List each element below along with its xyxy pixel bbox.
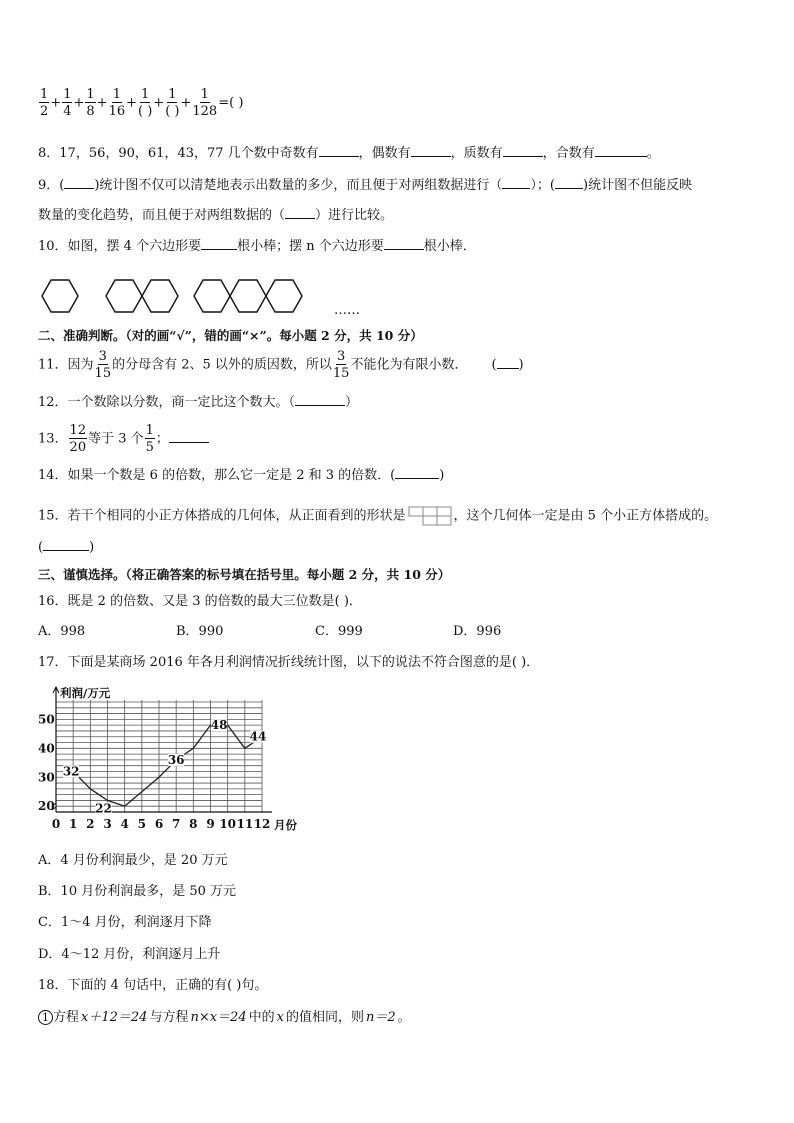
hexagon-3c (266, 280, 302, 312)
circled-number-1: 1 (38, 1010, 53, 1025)
hexagon-3b (230, 280, 266, 312)
q16-option-c[interactable]: C．999 (315, 624, 363, 639)
q9-blank-4[interactable] (285, 218, 315, 219)
q13-answer-blank[interactable] (169, 442, 209, 443)
question-16: 16．既是 2 的倍数、又是 3 的倍数的最大三位数是( )． (38, 594, 362, 609)
q15-answer-blank[interactable] (43, 550, 89, 551)
q11-frac-2: $\frac{3}{15}$ (332, 349, 350, 381)
x-tick-label: 4 (120, 817, 129, 831)
hexagon-2b (142, 280, 178, 312)
q16-option-b[interactable]: B．990 (176, 624, 224, 639)
q7-frac-3: $\frac{1}{8}$ (86, 87, 95, 119)
hexagon-3a (194, 280, 230, 312)
x-tick-label: 12 (253, 817, 271, 831)
statement-1: 1 方程 x＋12＝24 与方程 n×x＝24 中的 x 的值相同，则 n＝2 。 (38, 1009, 411, 1027)
q7-frac-2: $\frac{1}{4}$ (63, 87, 72, 119)
q10-blank-2[interactable] (384, 249, 424, 250)
question-15: 15．若干个相同的小正方体搭成的几何体，从正面看到的形状是 ，这个几何体一定是由 5 个小正方体搭成的。 (38, 505, 717, 527)
q13-frac-2: $\frac{1}{5}$ (145, 423, 154, 455)
q15-answer: ( ) (38, 540, 95, 555)
q11-frac-1: $\frac{3}{15}$ (94, 349, 112, 381)
y-tick-label: 30 (38, 770, 55, 785)
q10-blank-1[interactable] (201, 249, 237, 250)
q9-blank-2[interactable] (502, 188, 530, 189)
question-10: 10．如图，摆 4 个六边形要 根小棒；摆 n 个六边形要 根小棒． (38, 239, 476, 254)
q7-frac-1: $\frac{1}{2}$ (40, 87, 49, 119)
data-label: 44 (249, 729, 267, 744)
x-tick-label: 2 (86, 817, 95, 831)
data-label: 36 (167, 752, 185, 767)
data-label: 22 (95, 801, 112, 816)
q16-option-a[interactable]: A．998 (38, 624, 86, 639)
profit-line-chart (30, 684, 297, 836)
x-tick-label: 10 (219, 817, 237, 831)
hexagon-2a (106, 280, 142, 312)
q8-blank-prime[interactable] (503, 156, 543, 157)
x-tick-label: 0 (51, 817, 61, 831)
q8-blank-even[interactable] (411, 156, 451, 157)
x-tick-label: 8 (189, 817, 198, 831)
x-tick-label: 5 (137, 817, 147, 831)
question-11: 11．因为 $\frac{3}{15}$ 的分母含有 2、5 以外的质因数，所以 $\frac{3}{15}$ 不能化为有限小数． ( ) (38, 349, 524, 381)
q17-option-c[interactable]: C．1～4 月份，利润逐月下降 (38, 915, 212, 930)
x-tick-label: 7 (171, 817, 181, 831)
x-tick-label: 1 (68, 817, 78, 831)
section-2-title: 二、准确判断。（对的画“√”，错的画“×”。每小题 2 分，共 10 分） (38, 328, 423, 343)
question-17: 17．下面是某商场 2016 年各月利润情况折线统计图，以下的说法不符合图意的是( )． (38, 655, 540, 670)
y-axis-label: 利润/万元 (60, 686, 111, 700)
q9-blank-1[interactable] (64, 188, 94, 189)
q17-option-b[interactable]: B．10 月份利润最多，是 50 万元 (38, 884, 237, 899)
section-3-title: 三、谨慎选择。（将正确答案的标号填在括号里。每小题 2 分，共 10 分） (38, 567, 451, 582)
y-tick-label: 50 (38, 712, 55, 727)
q7-frac-5: $\frac{1}{( )}$ (138, 87, 153, 119)
question-9-line-1: 9．( )统计图不仅可以清楚地表示出数量的多少，而且便于对两组数据进行（ ）；( )统计图不但能反映 (38, 178, 693, 193)
q13-frac-1: $\frac{12}{20}$ (69, 423, 87, 455)
q7-frac-6: $\frac{1}{( )}$ (165, 87, 180, 119)
q17-option-a[interactable]: A．4 月份利润最少，是 20 万元 (38, 853, 228, 868)
q9-blank-3[interactable] (555, 188, 583, 189)
q12-answer-blank[interactable] (295, 405, 345, 406)
y-tick-label: 40 (38, 741, 55, 756)
question-9-line-2: 数量的变化趋势，而且便于对两组数据的（ ）进行比较。 (38, 208, 394, 223)
question-8: 8．17，56，90，61，43，77 几个数中奇数有 ，偶数有 ，质数有 ，合数有 。 (38, 146, 660, 161)
question-18: 18．下面的 4 句话中，正确的有( )句。 (38, 978, 268, 993)
q14-answer-blank[interactable] (395, 478, 439, 479)
x-tick-label: 11 (236, 817, 254, 831)
q8-blank-composite[interactable] (595, 156, 647, 157)
x-axis-label: 月份 (274, 818, 297, 832)
x-tick-label: 9 (206, 817, 215, 831)
q7-equation: $\frac{1}{2}$ + $\frac{1}{4}$ + $\frac{1}{8}$ + $\frac{1}{16}$ + $\frac{1}{( )}$ + $\frac{1}{( )}$ + $\frac{1}{128}$ =( ) (40, 87, 244, 119)
x-tick-label: 3 (103, 817, 112, 831)
q7-frac-4: $\frac{1}{16}$ (108, 87, 126, 119)
hexagon-ellipsis: …… (334, 303, 360, 318)
x-tick-label: 6 (154, 817, 164, 831)
hexagon-1 (42, 280, 78, 312)
q7-frac-7: $\frac{1}{128}$ (192, 87, 218, 119)
data-label: 32 (62, 764, 80, 779)
question-13: 13． $\frac{12}{20}$ 等于 3 个 $\frac{1}{5}$ ； (38, 424, 209, 454)
question-14: 14．如果一个数是 6 的倍数，那么它一定是 2 和 3 的倍数．( ) (38, 468, 445, 483)
question-12: 12．一个数除以分数，商一定比这个数大。（ ） (38, 395, 359, 410)
data-label: 48 (210, 718, 228, 733)
q11-answer-blank[interactable] (497, 368, 519, 369)
y-tick-label: 20 (38, 799, 55, 814)
q7-answer-blank[interactable]: ( ) (229, 95, 244, 111)
q8-blank-odd[interactable] (319, 156, 359, 157)
front-view-shape (408, 505, 452, 527)
q17-option-d[interactable]: D．4～12 月份，利润逐月上升 (38, 947, 221, 962)
q16-option-d[interactable]: D．996 (453, 624, 502, 639)
